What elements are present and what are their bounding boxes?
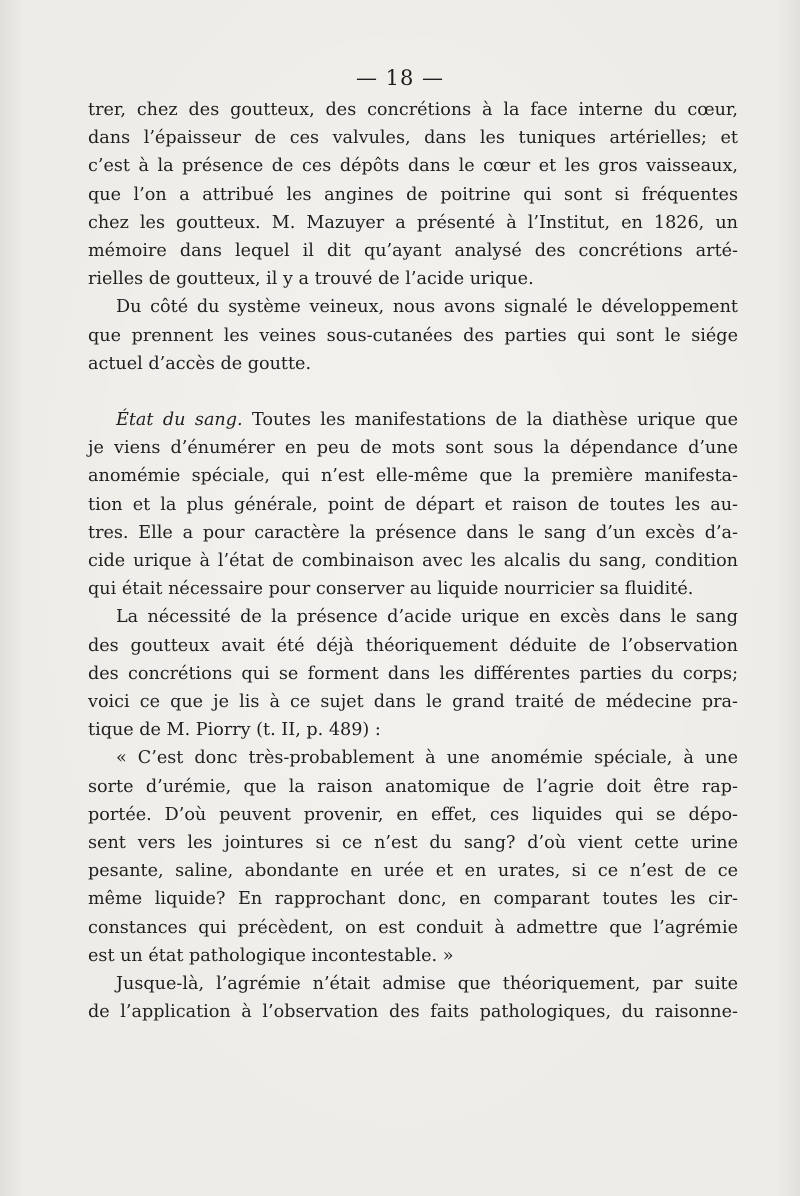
text-line: Du côté du système veineux, nous avons signalé le développement [116, 297, 738, 318]
text-line: portée. D’où peuvent provenir, en effet, ces liquides qui se dépo- [88, 804, 738, 825]
paragraph-2 [88, 293, 738, 378]
paragraph-4 [88, 603, 738, 744]
text-line: tion et la plus générale, point de départ et raison de toutes les au- [88, 494, 738, 515]
text-line: rielles de goutteux, il y a trouvé de l’acide urique. [88, 269, 534, 290]
body-text [88, 96, 738, 1027]
text-line: actuel d’accès de goutte. [88, 353, 312, 374]
text-line: c’est à la présence de ces dépôts dans le cœur et les gros vaisseaux, [88, 156, 738, 177]
text-line: sent vers les jointures si ce n’est du sang? d’où vient cette urine [88, 833, 738, 854]
text-line: est un état pathologique incontestable. » [88, 945, 454, 966]
text-line: des goutteux avait été déjà théoriquement déduite de l’observation [88, 635, 738, 656]
text-line: des concrétions qui se forment dans les différentes parties du corps; [88, 663, 738, 684]
paragraph-1 [88, 96, 738, 293]
text-line: qui était nécessaire pour conserver au liquide nourricier sa fluidité. [88, 579, 694, 600]
text-line: je viens d’énumérer en peu de mots sont sous la dépendance d’une [88, 438, 738, 459]
text-line: La nécessité de la présence d’acide urique en excès dans le sang [116, 607, 738, 628]
text-line: tres. Elle a pour caractère la présence dans le sang d’un excès d’a- [88, 522, 738, 543]
text-line: chez les goutteux. M. Mazuyer a présenté à l’Institut, en 1826, un [88, 212, 738, 233]
text-line: voici ce que je lis à ce sujet dans le grand traité de médecine pra- [88, 692, 738, 713]
text-line: anomémie spéciale, qui n’est elle-même que la première manifesta- [88, 466, 738, 487]
text-line-rest: Toutes les manifestations de la diathèse urique que [242, 410, 738, 431]
text-line: « C’est donc très-probablement à une anomémie spéciale, à une [116, 748, 738, 769]
text-line: pesante, saline, abondante en urée et en urates, si ce n’est de ce [88, 861, 738, 882]
page-number: — 18 — [355, 66, 445, 90]
paragraph-etat-du-sang [88, 406, 738, 603]
text-line: sorte d’urémie, que la raison anatomique de l’agrie doit être rap- [88, 776, 738, 797]
quotation-paragraph [88, 744, 738, 970]
text-line: cide urique à l’état de combinaison avec les alcalis du sang, condition [88, 551, 738, 572]
text-line: même liquide? En rapprochant donc, en comparant toutes les cir- [88, 889, 738, 910]
text-line: tique de M. Piorry (t. II, p. 489) : [88, 720, 381, 741]
text-line: que prennent les veines sous-cutanées des parties qui sont le siége [88, 325, 738, 346]
paragraph-6 [88, 970, 738, 1026]
text-line: trer, chez des goutteux, des concrétions à la face interne du cœur, [88, 100, 738, 120]
text-line: dans l’épaisseur de ces valvules, dans les tuniques artérielles; et [88, 128, 738, 149]
section-gap [88, 378, 738, 406]
text-line: constances qui précèdent, on est conduit à admettre que l’agrémie [88, 917, 738, 938]
text-line: de l’application à l’observation des faits pathologiques, du raisonne- [88, 1002, 738, 1023]
text-line: que l’on a attribué les angines de poitrine qui sont si fréquentes [88, 184, 738, 205]
section-title: État du sang. [116, 410, 243, 431]
text-line: Jusque-là, l’agrémie n’était admise que théoriquement, par suite [116, 974, 738, 995]
text-line: mémoire dans lequel il dit qu’ayant analysé des concrétions arté- [88, 241, 738, 262]
text-line [88, 406, 738, 434]
